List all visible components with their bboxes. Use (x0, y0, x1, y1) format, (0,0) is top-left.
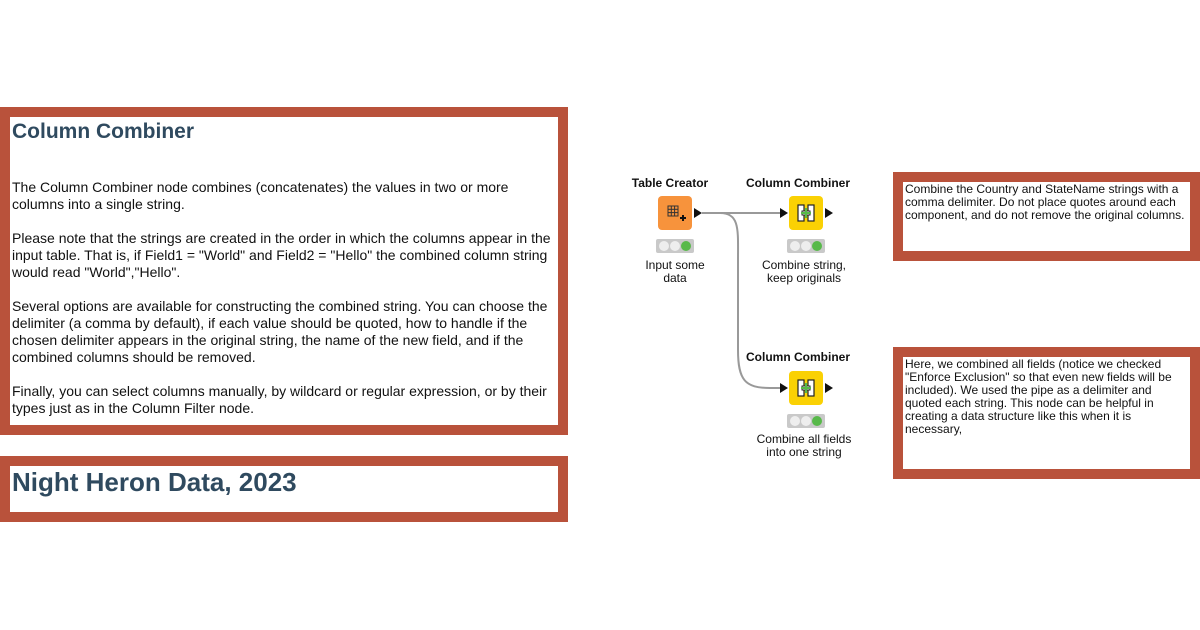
node-title: Table Creator (631, 176, 709, 190)
status-dot (790, 241, 800, 251)
annotation-title: Column Combiner (12, 120, 194, 143)
heading-title: Night Heron Data, 2023 (12, 467, 297, 497)
annotation-paragraph: The Column Combiner node combines (concatenates) the values in two or more columns into a single string. (12, 179, 509, 212)
status-dot-green (681, 241, 691, 251)
node-body[interactable] (789, 371, 823, 405)
status-indicator (787, 414, 825, 428)
status-dot (801, 416, 811, 426)
annotation-paragraph: Finally, you can select columns manually, by wildcard or regular expression, or by their types just as in the Column Filter node. (12, 383, 547, 416)
status-dot (790, 416, 800, 426)
output-port[interactable] (825, 383, 833, 393)
node-label: Input some data (645, 258, 705, 285)
output-port[interactable] (694, 208, 702, 218)
table-plus-icon (658, 196, 692, 230)
note-text: Combine the Country and StateName strings with a comma delimiter. Do not place quotes around each component, and do not remove the original columns. (905, 182, 1185, 222)
status-dot (801, 241, 811, 251)
annotation-paragraph: Please note that the strings are created in the order in which the columns appear in the input table. That is, if Field1 = "World" and Field2 = "Hello" the combined column string would read "World","Hello". (12, 230, 551, 280)
annotation-paragraph: Several options are available for constructing the combined string. You can choose the delimiter (a comma by default), if each value should be quoted, how to handle if the chosen delimiter appears in the original string, the name of the new field, and if the combined columns should be removed. (12, 298, 548, 365)
node-label: Combine all fields into one string (756, 432, 852, 459)
status-dot (670, 241, 680, 251)
node-title: Column Combiner (746, 350, 850, 364)
output-port[interactable] (825, 208, 833, 218)
node-title: Column Combiner (746, 176, 850, 190)
status-dot-green (812, 416, 822, 426)
input-port[interactable] (780, 383, 788, 393)
node-body[interactable] (658, 196, 692, 230)
column-combine-icon (789, 196, 823, 230)
input-port[interactable] (780, 208, 788, 218)
status-dot-green (812, 241, 822, 251)
status-dot (659, 241, 669, 251)
column-combine-icon (789, 371, 823, 405)
note-text: Here, we combined all fields (notice we checked "Enforce Exclusion" so that even new fields will be included). We used the pipe as a delimiter and quoted each string. This node can be helpful in creating a data structure like this when it is necessary, (905, 357, 1172, 436)
status-indicator (656, 239, 694, 253)
node-body[interactable] (789, 196, 823, 230)
node-label: Combine string, keep originals (761, 258, 847, 285)
status-indicator (787, 239, 825, 253)
